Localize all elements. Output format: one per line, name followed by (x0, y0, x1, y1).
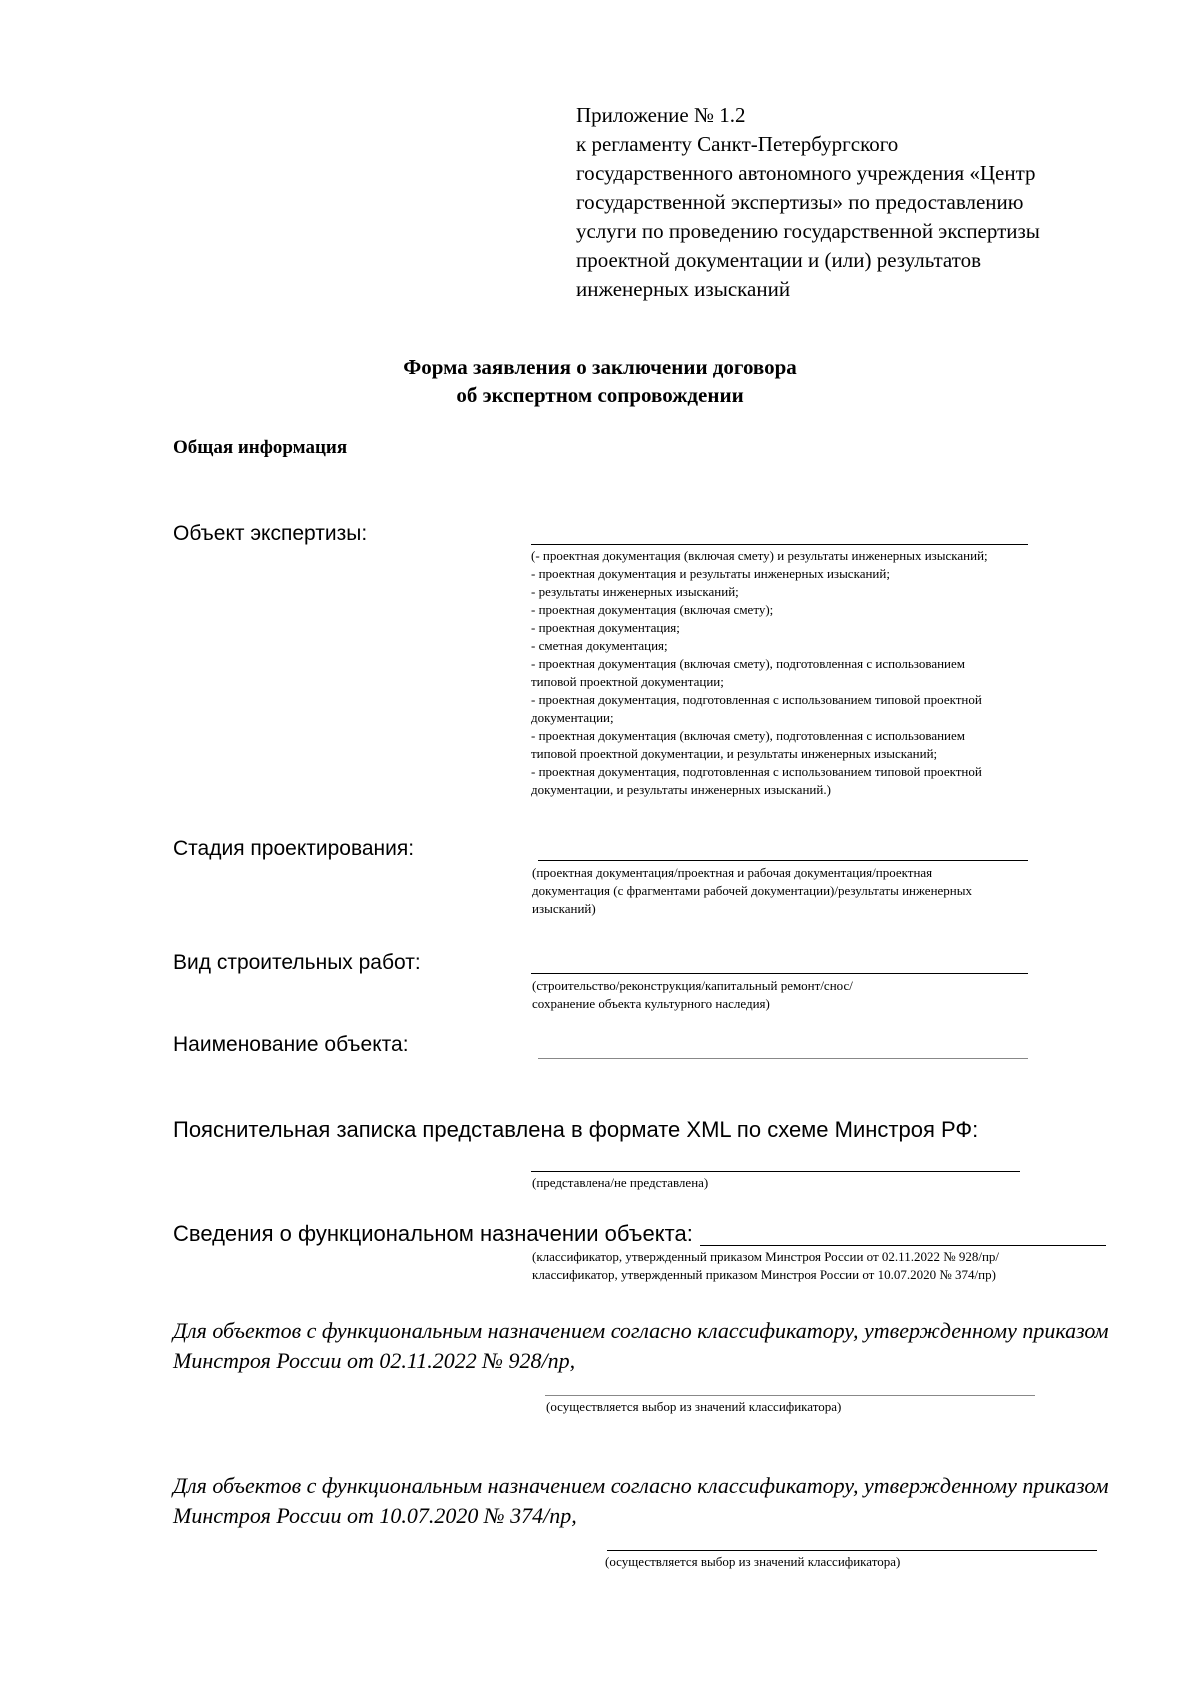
appendix-line: проектной документации и (или) результатов (576, 248, 981, 272)
object-hint-line: - проектная документация, подготовленная с использованием типовой проектной (531, 692, 982, 707)
appendix-line: Приложение № 1.2 (576, 103, 746, 127)
object-hint-line: типовой проектной документации; (531, 674, 724, 689)
note-928-input-line[interactable] (545, 1395, 1035, 1396)
object-hint-line: - проектная документация (включая смету); (531, 602, 774, 617)
object-hint-line: документации; (531, 710, 614, 725)
note-928-hint: (осуществляется выбор из значений классификатора) (546, 1399, 842, 1414)
note-374-input-line[interactable] (607, 1550, 1097, 1551)
note-374-hint: (осуществляется выбор из значений классификатора) (605, 1554, 901, 1569)
object-hint-line: - сметная документация; (531, 638, 668, 653)
object-hint-line: - проектная документация; (531, 620, 680, 635)
function-hint (532, 1248, 999, 1284)
function-hint-line: (классификатор, утвержденный приказом Минстроя России от 02.11.2022 № 928/пр/ (532, 1249, 1000, 1264)
section-heading-general: Общая информация (173, 437, 348, 458)
form-title-line1: Форма заявления о заключении договора (403, 355, 797, 379)
appendix-line: к регламенту Санкт-Петербургского (576, 132, 899, 156)
appendix-line: инженерных изысканий (576, 277, 791, 301)
xml-input-line[interactable] (531, 1171, 1020, 1172)
appendix-line: государственного автономного учреждения «Центр (576, 161, 1036, 185)
form-title-line2: об экспертном сопровождении (456, 383, 744, 407)
object-hint-line: - проектная документация и результаты инженерных изысканий; (531, 566, 890, 581)
note-374-text: Для объектов с функциональным назначением согласно классификатору, утвержденному приказом Минстроя России от 10.07.2020 № 374/пр, (173, 1473, 1109, 1528)
note-928-text: Для объектов с функциональным назначением согласно классификатору, утвержденному приказом Минстроя России от 02.11.2022 № 928/пр, (173, 1318, 1109, 1373)
object-hint-line: - результаты инженерных изысканий; (531, 584, 739, 599)
object-hint-line: - проектная документация, подготовленная с использованием типовой проектной (531, 764, 982, 779)
works-label: Вид строительных работ: (173, 951, 421, 974)
appendix-header (576, 101, 1136, 304)
stage-label: Стадия проектирования: (173, 837, 415, 860)
object-hint-line: типовой проектной документации, и результаты инженерных изысканий; (531, 746, 938, 761)
name-label: Наименование объекта: (173, 1033, 409, 1056)
object-hint-line: (- проектная документация (включая смету) и результаты инженерных изысканий; (531, 548, 988, 563)
xml-label: Пояснительная записка представлена в формате XML по схеме Минстроя РФ: (173, 1117, 979, 1142)
function-hint-line: классификатор, утвержденный приказом Минстроя России от 10.07.2020 № 374/пр) (532, 1267, 996, 1282)
object-hint-line: - проектная документация (включая смету), подготовленная с использованием (531, 728, 965, 743)
object-hint (531, 547, 988, 799)
stage-input-line[interactable] (538, 860, 1028, 861)
object-input-line[interactable] (531, 544, 1028, 545)
appendix-line: государственной экспертизы» по предоставлению (576, 190, 1024, 214)
function-input-line[interactable] (700, 1245, 1106, 1246)
form-title (0, 353, 1200, 409)
stage-hint-line: изысканий) (532, 901, 596, 916)
function-label: Сведения о функциональном назначении объекта: (173, 1221, 693, 1246)
works-hint (532, 977, 853, 1013)
object-hint-line: документации, и результаты инженерных изысканий.) (531, 782, 831, 797)
stage-hint-line: (проектная документация/проектная и рабочая документация/проектная (532, 865, 933, 880)
appendix-line: услуги по проведению государственной экспертизы (576, 219, 1040, 243)
works-input-line[interactable] (531, 973, 1028, 974)
works-hint-line: сохранение объекта культурного наследия) (532, 996, 770, 1011)
stage-hint (532, 864, 972, 918)
object-label: Объект экспертизы: (173, 522, 368, 545)
stage-hint-line: документация (с фрагментами рабочей документации)/результаты инженерных (532, 883, 972, 898)
xml-hint: (представлена/не представлена) (532, 1175, 709, 1190)
object-hint-line: - проектная документация (включая смету), подготовленная с использованием (531, 656, 965, 671)
name-input-line[interactable] (538, 1058, 1028, 1059)
works-hint-line: (строительство/реконструкция/капитальный ремонт/снос/ (532, 978, 853, 993)
